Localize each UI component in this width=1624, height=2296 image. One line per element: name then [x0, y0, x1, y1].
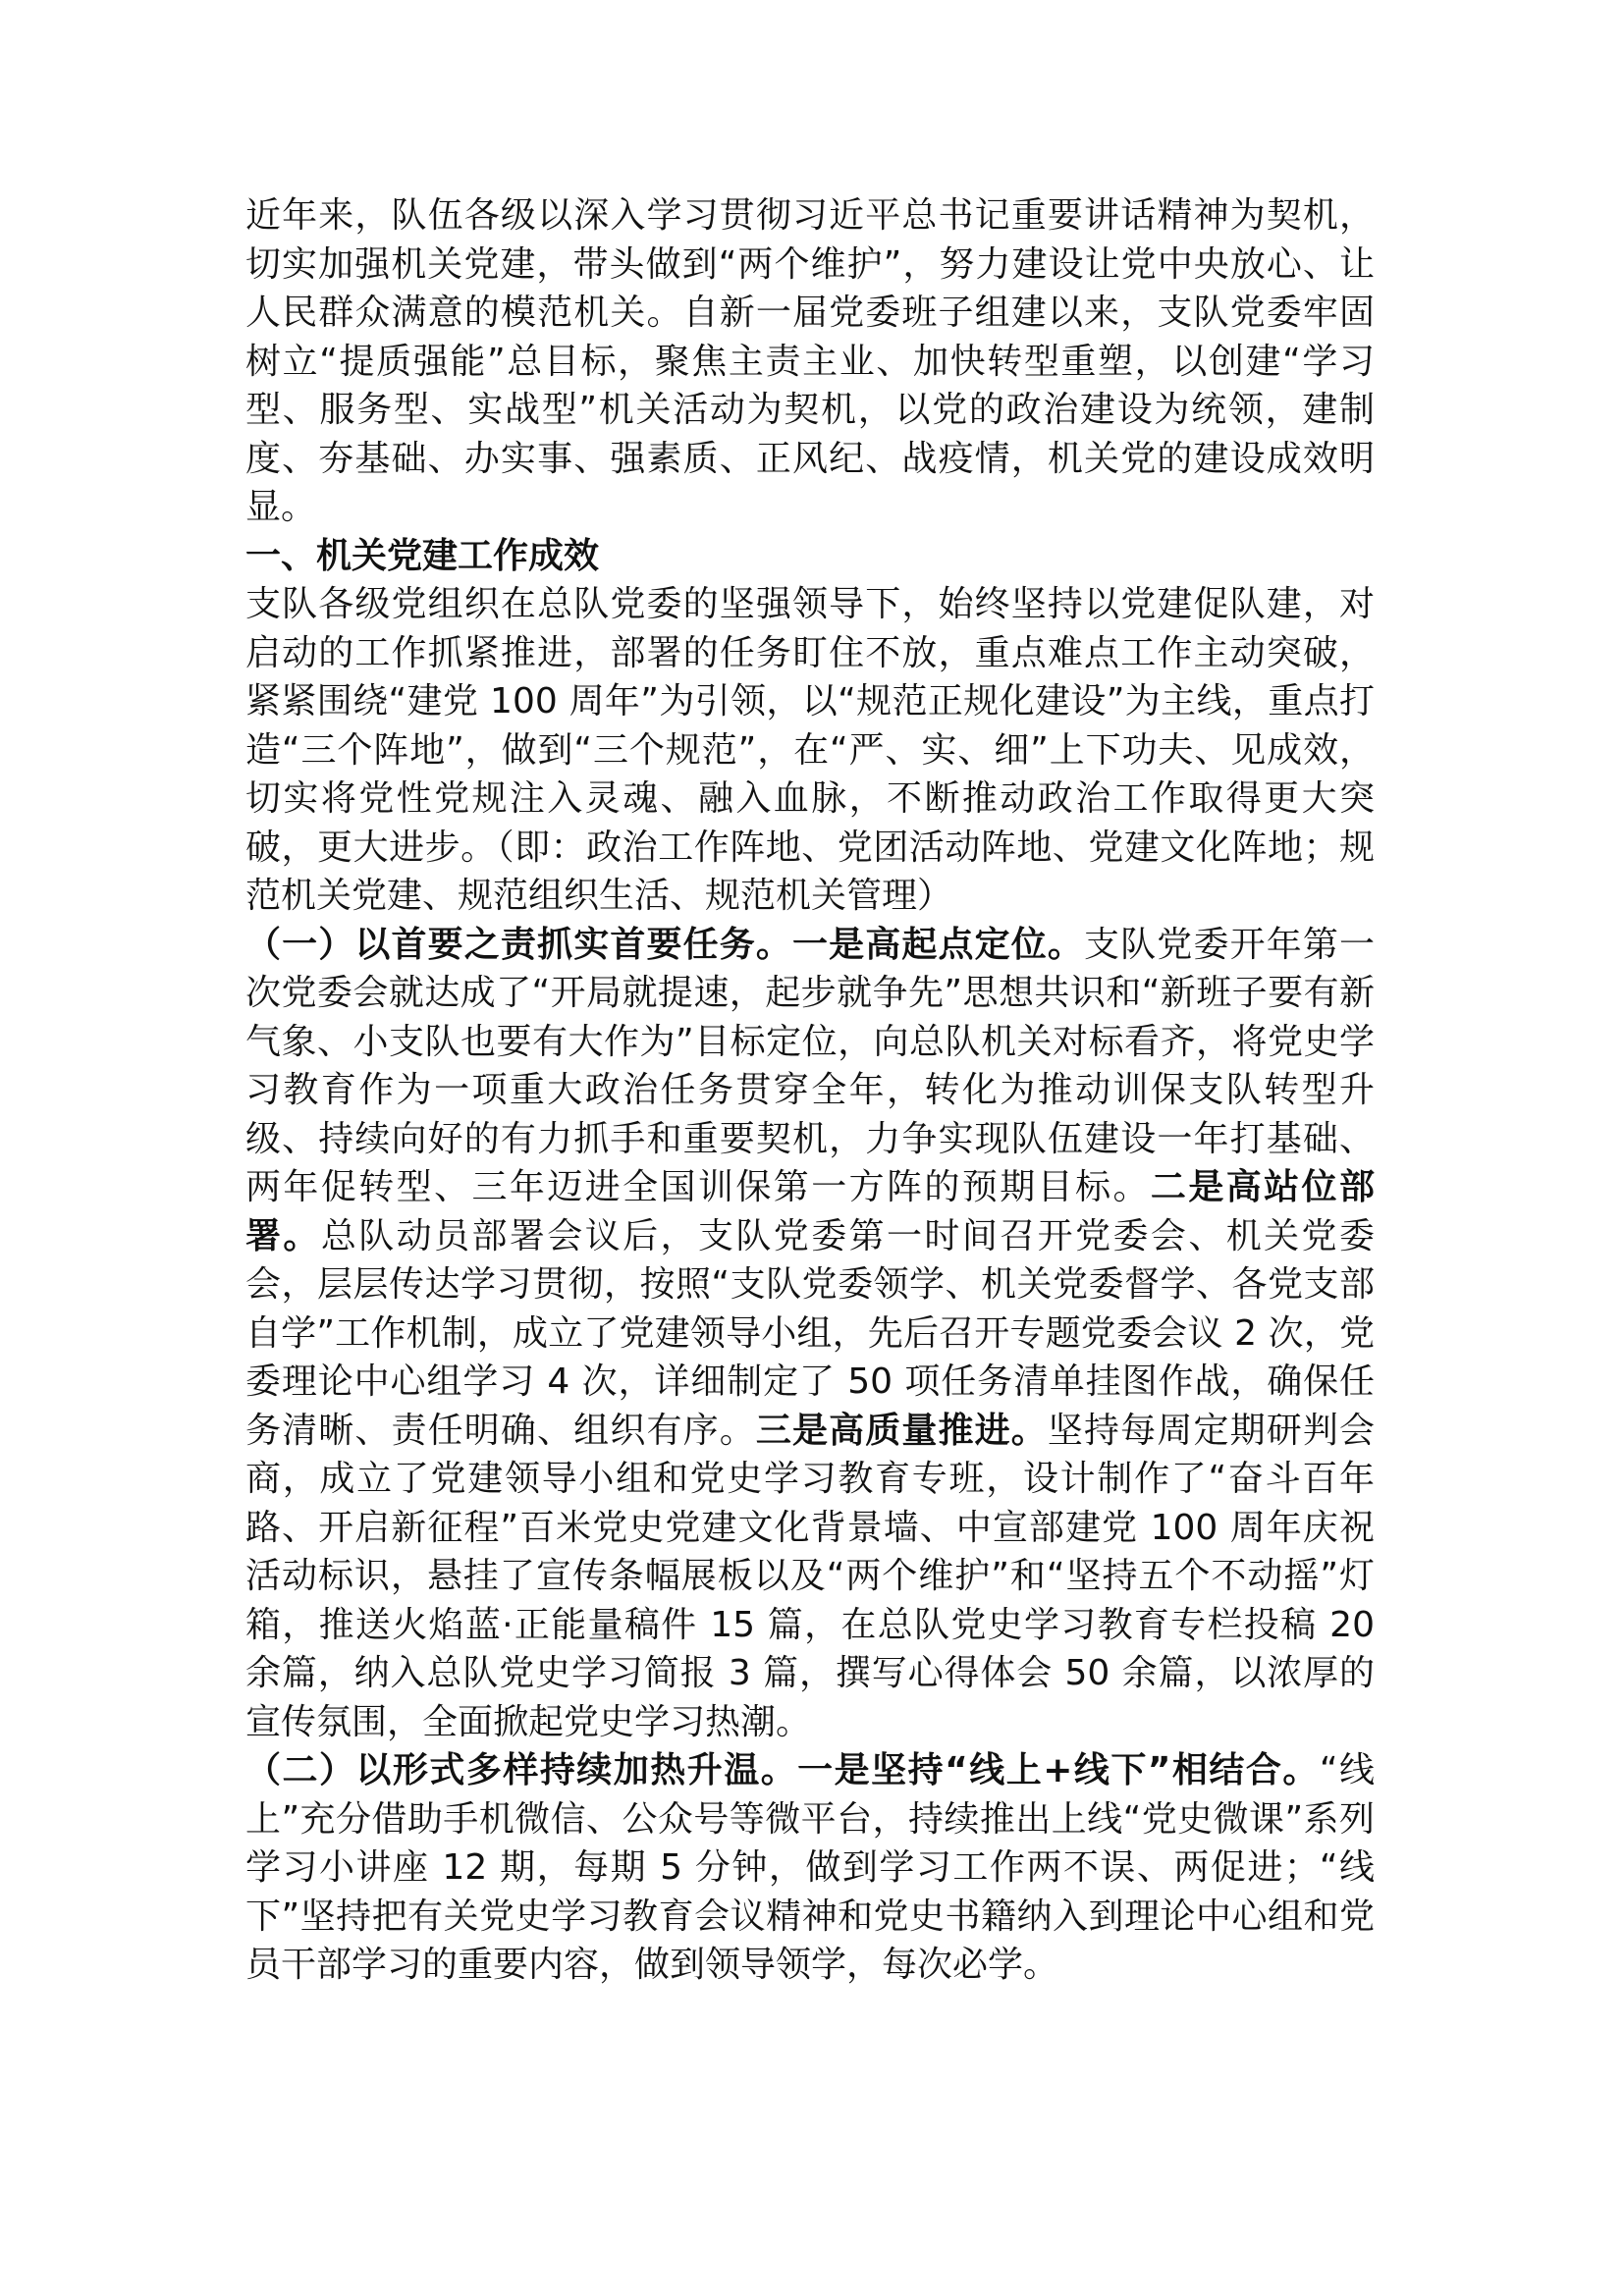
- document-page: [245, 191, 1375, 1990]
- subsection-1-text-3: 坚持每周定期研判会商，成立了党建领导小组和党史学习教育专班，设计制作了“奋斗百年路、开启新征程”百米党史党建文化背景墙、中宣部建党 100 周年庆祝活动标识，悬挂了宣传条幅展板以及“两个维护”和“坚持五个不动摇”灯箱，推送火焰蓝·正能量稿件 15 篇，在总队党史学习教育专栏投稿 20 余篇，纳入总队党史学习简报 3 篇，撰写心得体会 50 余篇，以浓厚的宣传氛围，全面掀起党史学习热潮。: [245, 1410, 1375, 1742]
- subsection-1-lead: （一）以首要之责抓实首要任务。一是高起点定位。: [245, 924, 1085, 965]
- intro-paragraph: 近年来，队伍各级以深入学习贯彻习近平总书记重要讲话精神为契机，切实加强机关党建，带头做到“两个维护”，努力建设让党中央放心、让人民群众满意的模范机关。自新一届党委班子组建以来，支队党委牢固树立“提质强能”总目标，聚焦主责主业、加快转型重塑，以创建“学习型、服务型、实战型”机关活动为契机，以党的政治建设为统领，建制度、夯基础、办实事、强素质、正风纪、战疫情，机关党的建设成效明显。: [245, 195, 1375, 527]
- section-body-paragraph: 支队各级党组织在总队党委的坚强领导下，始终坚持以党建促队建，对启动的工作抓紧推进，部署的任务盯住不放，重点难点工作主动突破，紧紧围绕“建党 100 周年”为引领，以“规范正规化建设”为主线，重点打造“三个阵地”，做到“三个规范”，在“严、实、细”上下功夫、见成效，切实将党性党规注入灵魂、融入血脉，不断推动政治工作取得更大突破，更大进步。（即：政治工作阵地、党团活动阵地、党建文化阵地；规范机关党建、规范组织生活、规范机关管理）: [245, 584, 1375, 916]
- subsection-2-text-1: “线上”充分借助手机微信、公众号等微平台，持续推出上线“党史微课”系列学习小讲座 12 期，每期 5 分钟，做到学习工作两不误、两促进；“线下”坚持把有关党史学习教育会议精神和党史书籍纳入到理论中心组和党员干部学习的重要内容，做到领导领学，每次必学。: [245, 1750, 1375, 1985]
- subsection-2-lead: （二）以形式多样持续加热升温。一是坚持“线上+线下”相结合。: [245, 1750, 1320, 1790]
- subsection-1-paragraph: [245, 921, 1375, 1747]
- subsection-1-text-1: 支队党委开年第一次党委会就达成了“开局就提速，起步就争先”思想共识和“新班子要有新气象、小支队也要有大作为”目标定位，向总队机关对标看齐，将党史学习教育作为一项重大政治任务贯穿全年，转化为推动训保支队转型升级、持续向好的有力抓手和重要契机，力争实现队伍建设一年打基础、两年促转型、三年迈进全国训保第一方阵的预期目标。: [245, 924, 1375, 1207]
- subsection-1-bold-3: 三是高质量推进。: [755, 1410, 1048, 1451]
- section-heading: 一、机关党建工作成效: [245, 535, 600, 576]
- subsection-2-paragraph: [245, 1746, 1375, 1990]
- subsection-1-bold-2: 二是高站位部署。: [245, 1167, 1375, 1256]
- subsection-1-text-2: 总队动员部署会议后，支队党委第一时间召开党委会、机关党委会，层层传达学习贯彻，按照“支队党委领学、机关党委督学、各党支部自学”工作机制，成立了党建领导小组，先后召开专题党委会议 2 次，党委理论中心组学习 4 次，详细制定了 50 项任务清单挂图作战，确保任务清晰、责任明确、组织有序。: [245, 1215, 1375, 1451]
